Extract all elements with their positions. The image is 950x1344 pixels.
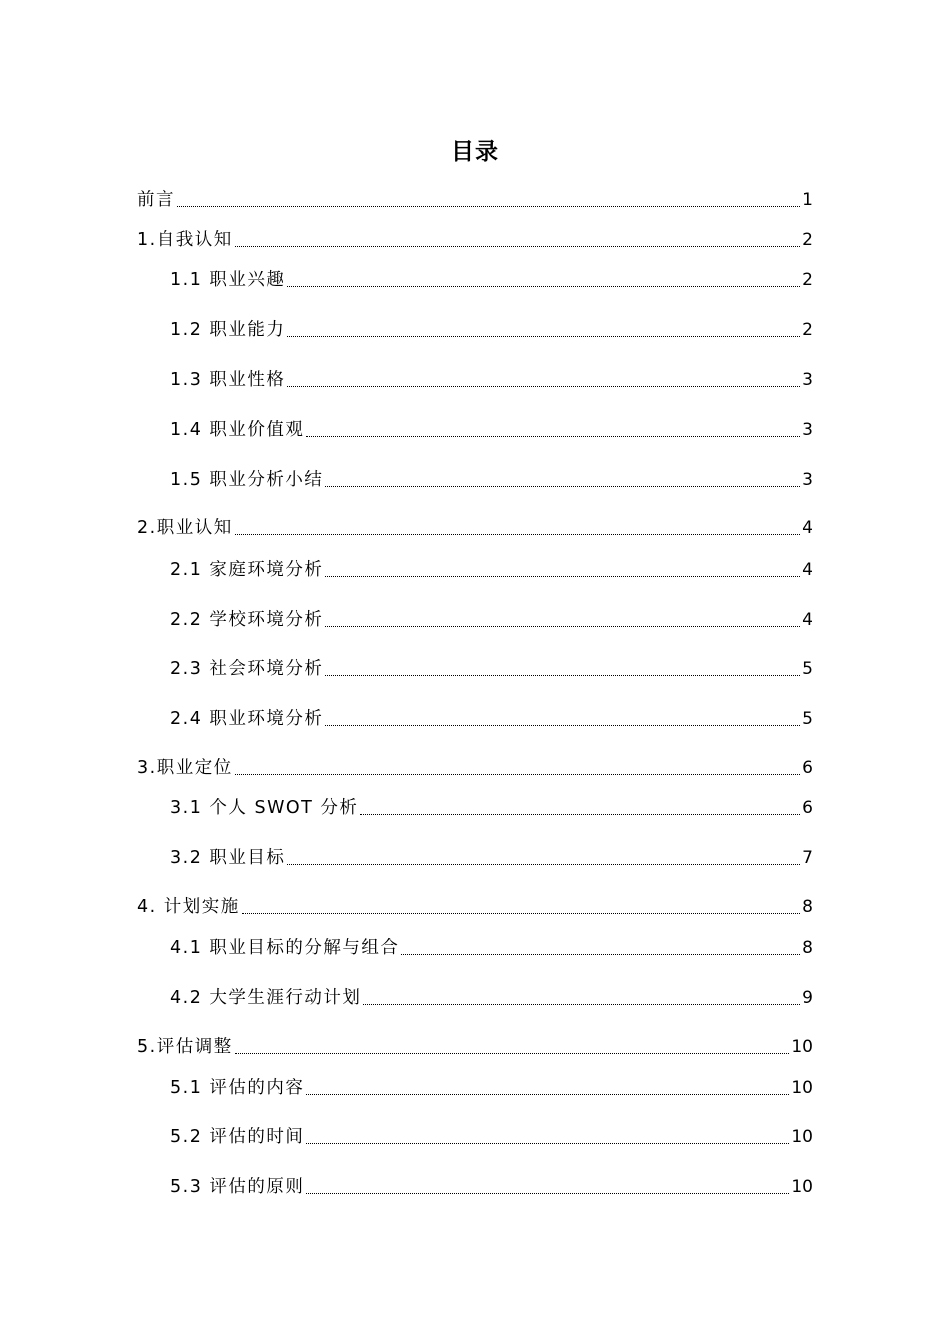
toc-entry-label: 3.2 职业目标 [170,848,286,868]
toc-entry-label: 2.职业认知 [137,518,233,538]
toc-entry-label: 1.2 职业能力 [170,320,286,340]
toc-dot-leader [242,895,800,919]
toc-entry[interactable] [170,556,813,582]
toc-entry-label: 4.1 职业目标的分解与组合 [170,938,400,958]
toc-entry-label: 5.3 评估的原则 [170,1177,305,1197]
toc-entry-label: 2.4 职业环境分析 [170,709,324,729]
toc-dot-leader [325,608,800,632]
toc-entry-page-number: 7 [802,848,813,868]
toc-entry[interactable] [170,655,813,681]
toc-dot-leader [360,796,800,820]
toc-entry[interactable] [137,893,813,919]
toc-entry-page-number: 3 [802,370,813,390]
toc-entry[interactable] [170,984,813,1010]
toc-entry-page-number: 10 [791,1127,813,1147]
toc-entry[interactable] [137,1033,813,1059]
toc-entry-page-number: 4 [802,518,813,538]
toc-entry-page-number: 4 [802,610,813,630]
toc-entry-label: 2.3 社会环境分析 [170,659,324,679]
toc-entry-label: 1.3 职业性格 [170,370,286,390]
toc-entry-page-number: 10 [791,1037,813,1057]
toc-entry-label: 前言 [137,190,175,210]
toc-dot-leader [235,516,800,540]
toc-entry-page-number: 10 [791,1078,813,1098]
toc-entry-label: 1.4 职业价值观 [170,420,305,440]
toc-entry[interactable] [170,794,813,820]
toc-entry-label: 4.2 大学生涯行动计划 [170,988,362,1008]
toc-entry-page-number: 1 [802,190,813,210]
toc-entry-page-number: 6 [802,758,813,778]
toc-entry-page-number: 6 [802,798,813,818]
toc-entry-label: 3.职业定位 [137,758,233,778]
toc-entry-page-number: 2 [802,270,813,290]
toc-entry[interactable] [170,1074,813,1100]
toc-entry-label: 5.评估调整 [137,1037,233,1057]
toc-entry-page-number: 2 [802,320,813,340]
toc-dot-leader [363,986,800,1010]
toc-entry[interactable] [170,316,813,342]
toc-entry[interactable] [170,366,813,392]
toc-entry-label: 1.自我认知 [137,230,233,250]
toc-entry-label: 3.1 个人 SWOT 分析 [170,798,359,818]
toc-entry-page-number: 5 [802,709,813,729]
toc-entry-label: 5.2 评估的时间 [170,1127,305,1147]
toc-entry[interactable] [170,466,813,492]
toc-entry-label: 4. 计划实施 [137,897,240,917]
toc-entry[interactable] [170,934,813,960]
toc-dot-leader [306,1076,789,1100]
toc-entry[interactable] [137,754,813,780]
toc-dot-leader [287,846,800,870]
toc-entry[interactable] [170,1173,813,1199]
toc-entry-page-number: 2 [802,230,813,250]
toc-dot-leader [401,936,800,960]
toc-dot-leader [306,1125,789,1149]
toc-dot-leader [177,188,800,212]
toc-entry-label: 1.1 职业兴趣 [170,270,286,290]
toc-dot-leader [287,368,800,392]
toc-dot-leader [306,418,800,442]
toc-entry[interactable] [170,1123,813,1149]
toc-entry-page-number: 9 [802,988,813,1008]
toc-entry-label: 5.1 评估的内容 [170,1078,305,1098]
toc-entry-label: 2.2 学校环境分析 [170,610,324,630]
toc-dot-leader [325,707,800,731]
toc-entry-page-number: 10 [791,1177,813,1197]
toc-entry[interactable] [170,266,813,292]
toc-entry-page-number: 4 [802,560,813,580]
toc-entry[interactable] [170,705,813,731]
toc-dot-leader [287,318,800,342]
toc-dot-leader [325,468,800,492]
toc-title: 目录 [451,139,499,165]
toc-dot-leader [325,558,800,582]
toc-entry-page-number: 8 [802,938,813,958]
toc-entry[interactable] [137,514,813,540]
toc-dot-leader [235,228,800,252]
toc-entry[interactable] [170,844,813,870]
toc-entry[interactable] [170,416,813,442]
toc-dot-leader [235,756,800,780]
toc-dot-leader [306,1175,789,1199]
toc-entry-label: 1.5 职业分析小结 [170,470,324,490]
toc-entry-page-number: 5 [802,659,813,679]
toc-entry-label: 2.1 家庭环境分析 [170,560,324,580]
toc-entry[interactable] [137,186,813,212]
toc-entry-page-number: 3 [802,420,813,440]
toc-dot-leader [235,1035,790,1059]
toc-dot-leader [325,657,800,681]
toc-entry-page-number: 3 [802,470,813,490]
toc-dot-leader [287,268,800,292]
toc-entry[interactable] [170,606,813,632]
toc-entry[interactable] [137,226,813,252]
toc-entry-page-number: 8 [802,897,813,917]
